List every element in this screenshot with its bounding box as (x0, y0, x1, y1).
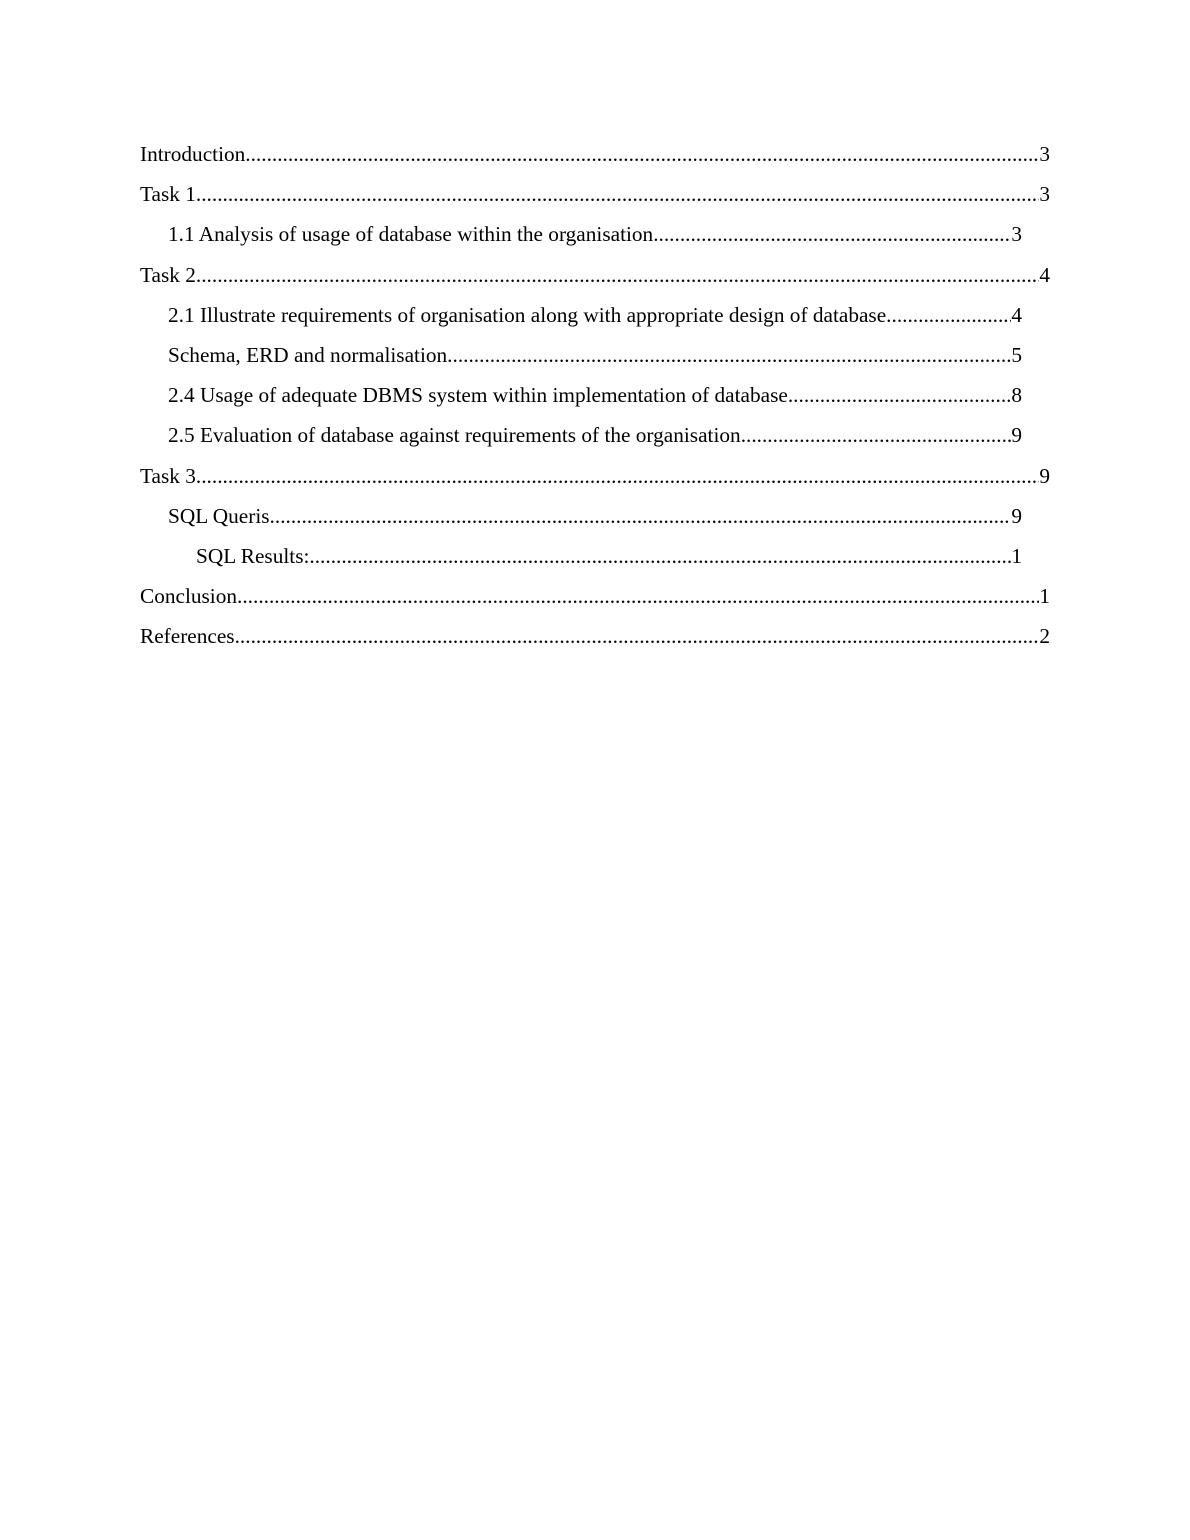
toc-dot-leader (237, 576, 1039, 616)
toc-entry-conclusion[interactable] (140, 576, 1050, 616)
toc-entry-title: Schema, ERD and normalisation (168, 342, 448, 367)
toc-entry-2-4-dbms[interactable] (168, 375, 1022, 415)
toc-entry-title: 2.4 Usage of adequate DBMS system within implementation of database (168, 383, 788, 408)
toc-entry-title: Task 1 (140, 182, 196, 207)
toc-dot-leader (788, 375, 1011, 415)
table-of-contents (140, 134, 1050, 656)
toc-dot-leader (447, 335, 1011, 375)
toc-page-number: 4 (1039, 262, 1050, 287)
toc-entry-sql-queris[interactable] (168, 496, 1022, 536)
toc-dot-leader (741, 415, 1012, 455)
toc-entry-title: Introduction (140, 142, 246, 166)
toc-dot-leader (196, 255, 1039, 295)
toc-entry-task-1[interactable] (140, 174, 1050, 214)
toc-dot-leader (886, 295, 1011, 335)
toc-entry-introduction[interactable] (140, 134, 1050, 174)
toc-page-number: 3 (1039, 182, 1050, 207)
toc-dot-leader (309, 536, 1011, 576)
toc-page-number: 9 (1011, 503, 1022, 528)
toc-page-number: 4 (1011, 302, 1022, 327)
toc-entry-title: 2.5 Evaluation of database against requirements of the organisation (168, 423, 741, 448)
toc-page-number: 1 (1039, 584, 1050, 609)
toc-entry-sql-results[interactable] (196, 536, 1022, 576)
toc-entry-task-3[interactable] (140, 456, 1050, 496)
toc-entry-1-1-analysis[interactable] (168, 214, 1022, 254)
toc-entry-title: Task 3 (140, 463, 196, 488)
toc-entry-title: 1.1 Analysis of usage of database within the organisation (168, 222, 654, 247)
toc-entry-title: Task 2 (140, 262, 196, 287)
toc-page-number: 3 (1011, 222, 1022, 247)
toc-page-number: 9 (1039, 463, 1050, 488)
toc-entry-title: SQL Queris (168, 503, 270, 528)
toc-dot-leader (245, 134, 1039, 174)
toc-entry-task-2[interactable] (140, 255, 1050, 295)
toc-entry-title: SQL Results: (196, 543, 310, 568)
toc-dot-leader (270, 496, 1012, 536)
toc-entry-2-5-evaluation[interactable] (168, 415, 1022, 455)
toc-page-number: 9 (1011, 423, 1022, 448)
toc-entry-title: References (140, 624, 235, 649)
toc-dot-leader (653, 214, 1011, 254)
toc-dot-leader (235, 616, 1040, 656)
toc-entry-title: 2.1 Illustrate requirements of organisation along with appropriate design of database (168, 302, 887, 327)
toc-page-number: 1 (1011, 543, 1022, 568)
toc-dot-leader (196, 174, 1039, 214)
toc-page-number: 5 (1011, 342, 1022, 367)
toc-dot-leader (196, 456, 1039, 496)
toc-entry-title: Conclusion (140, 584, 238, 609)
toc-page-number: 2 (1039, 624, 1050, 649)
toc-page-number: 3 (1039, 142, 1050, 166)
toc-entry-references[interactable] (140, 616, 1050, 656)
toc-entry-schema-erd[interactable] (168, 335, 1022, 375)
toc-page-number: 8 (1011, 383, 1022, 408)
toc-entry-2-1-requirements[interactable] (168, 295, 1022, 335)
